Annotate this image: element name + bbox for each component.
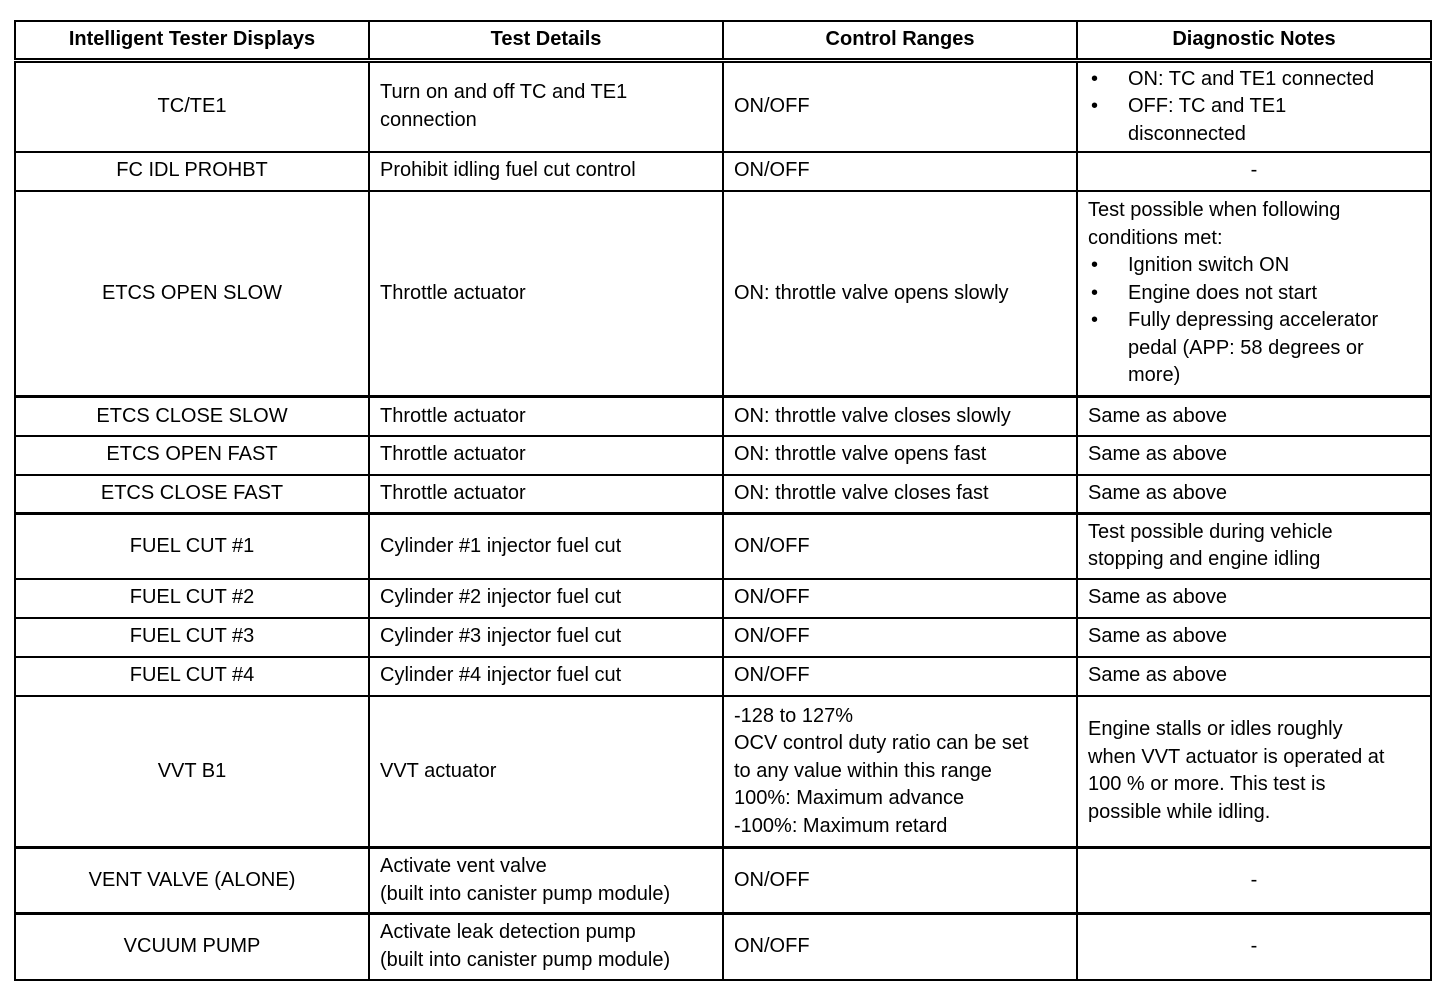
control-range-line: ON/OFF — [734, 534, 810, 557]
cell-diagnostic-notes — [1077, 436, 1431, 475]
cell-control-range — [723, 848, 1077, 914]
cell-test-details — [369, 696, 723, 848]
table-row — [15, 848, 1431, 914]
test-details-line: Cylinder #4 injector fuel cut — [380, 664, 622, 687]
diagnostic-note-line: Same as above — [1088, 625, 1227, 648]
cell-diagnostic-notes — [1077, 397, 1431, 436]
header-control-ranges: Control Ranges — [723, 21, 1077, 61]
cell-tester-display: VCUUM PUMP — [15, 914, 369, 980]
cell-diagnostic-notes — [1077, 191, 1431, 397]
cell-diagnostic-notes — [1077, 475, 1431, 514]
test-details-line: Cylinder #1 injector fuel cut — [380, 534, 622, 557]
table-row — [15, 914, 1431, 980]
cell-test-details — [369, 848, 723, 914]
diagnostic-note-line: Test possible when following — [1088, 199, 1341, 221]
test-details-line: Cylinder #2 injector fuel cut — [380, 586, 622, 609]
cell-test-details — [369, 579, 723, 618]
header-test-details: Test Details — [369, 21, 723, 61]
cell-control-range — [723, 657, 1077, 696]
header-row — [15, 21, 1431, 61]
cell-diagnostic-notes: - — [1077, 914, 1431, 980]
cell-control-range — [723, 579, 1077, 618]
control-range-line: -100%: Maximum retard — [734, 814, 948, 837]
diagnostic-note-line: Same as above — [1088, 404, 1227, 427]
cell-tester-display: FUEL CUT #4 — [15, 657, 369, 696]
table-row — [15, 397, 1431, 436]
control-range-line: ON: throttle valve opens fast — [734, 443, 987, 466]
control-range-line: ON/OFF — [734, 935, 810, 957]
table-row — [15, 475, 1431, 514]
control-range-line: OCV control duty ratio can be set — [734, 732, 1029, 754]
test-details-line: (built into canister pump module) — [380, 882, 671, 905]
test-details-line: Cylinder #3 injector fuel cut — [380, 625, 622, 648]
diagnostic-note-bullet-line: • ON: TC and TE1 connected — [1128, 67, 1375, 90]
control-range-line: ON/OFF — [734, 586, 810, 609]
diagnostic-note-line: possible while idling. — [1088, 800, 1271, 823]
test-details-line: Activate leak detection pump — [380, 921, 636, 944]
cell-control-range — [723, 191, 1077, 397]
diagnostic-note-bullet — [1088, 307, 1420, 390]
diagnostic-note-line: stopping and engine idling — [1088, 548, 1321, 571]
diagnostic-note-line: when VVT actuator is operated at — [1088, 745, 1385, 768]
table-row — [15, 191, 1431, 397]
cell-tester-display: ETCS CLOSE FAST — [15, 475, 369, 514]
table-row — [15, 657, 1431, 696]
cell-diagnostic-notes — [1077, 696, 1431, 848]
table-row — [15, 579, 1431, 618]
diagnostic-note-bullet-line: pedal (APP: 58 degrees or — [1128, 336, 1364, 359]
cell-tester-display: ETCS OPEN FAST — [15, 436, 369, 475]
diagnostic-note-bullet-line: • OFF: TC and TE1 — [1128, 95, 1287, 117]
cell-control-range — [723, 514, 1077, 579]
test-details-line: Prohibit idling fuel cut control — [380, 159, 636, 182]
control-range-line: ON: throttle valve closes fast — [734, 482, 989, 504]
diagnostic-note-line: Same as above — [1088, 482, 1227, 504]
cell-diagnostic-notes: - — [1077, 152, 1431, 191]
control-range-line: ON/OFF — [734, 868, 810, 891]
cell-diagnostic-notes — [1077, 579, 1431, 618]
table-header — [15, 21, 1431, 61]
table-body — [15, 61, 1431, 980]
control-range-line: -128 to 127% — [734, 704, 853, 727]
diagnostic-note-list — [1088, 66, 1420, 149]
cell-tester-display: FC IDL PROHBT — [15, 152, 369, 191]
table-row — [15, 696, 1431, 848]
control-range-line: ON/OFF — [734, 95, 810, 117]
cell-test-details — [369, 618, 723, 657]
cell-control-range — [723, 436, 1077, 475]
diagnostic-note-bullet-line: disconnected — [1128, 122, 1246, 145]
cell-tester-display: FUEL CUT #3 — [15, 618, 369, 657]
test-details-line: Activate vent valve — [380, 855, 547, 877]
cell-control-range — [723, 618, 1077, 657]
cell-tester-display: ETCS CLOSE SLOW — [15, 397, 369, 436]
table-row — [15, 436, 1431, 475]
table-row — [15, 61, 1431, 152]
table-row — [15, 152, 1431, 191]
diagnostic-note-bullet-line: • Engine does not start — [1128, 281, 1318, 304]
control-range-line: 100%: Maximum advance — [734, 787, 965, 809]
cell-test-details — [369, 514, 723, 579]
diagnostic-note-bullet-line: more) — [1128, 364, 1181, 386]
control-range-line: ON: throttle valve opens slowly — [734, 281, 1009, 304]
diagnostic-note-list — [1088, 252, 1420, 390]
cell-control-range — [723, 152, 1077, 191]
diagnostic-note-bullet — [1088, 252, 1420, 280]
test-details-line: Throttle actuator — [380, 281, 526, 304]
active-test-table — [14, 20, 1432, 981]
test-details-line: Throttle actuator — [380, 443, 526, 466]
cell-control-range — [723, 914, 1077, 980]
cell-tester-display: FUEL CUT #1 — [15, 514, 369, 579]
cell-tester-display: TC/TE1 — [15, 61, 369, 152]
cell-test-details — [369, 61, 723, 152]
test-details-line: (built into canister pump module) — [380, 948, 671, 971]
cell-control-range — [723, 696, 1077, 848]
diagnostic-note-bullet — [1088, 280, 1420, 308]
diagnostic-note-line: Same as above — [1088, 443, 1227, 466]
cell-diagnostic-notes — [1077, 657, 1431, 696]
diagnostic-note-bullet — [1088, 93, 1420, 148]
diagnostic-note-line: 100 % or more. This test is — [1088, 773, 1326, 796]
control-range-line: ON/OFF — [734, 625, 810, 648]
control-range-line: to any value within this range — [734, 759, 992, 782]
diagnostic-note-bullet-line: • Ignition switch ON — [1128, 254, 1290, 276]
diagnostic-note-line: conditions met: — [1088, 226, 1223, 249]
cell-tester-display: FUEL CUT #2 — [15, 579, 369, 618]
control-range-line: ON/OFF — [734, 664, 810, 687]
header-diagnostic-notes: Diagnostic Notes — [1077, 21, 1431, 61]
control-range-line: ON: throttle valve closes slowly — [734, 404, 1011, 427]
diagnostic-note-bullet — [1088, 66, 1420, 94]
cell-test-details — [369, 657, 723, 696]
test-details-line: Turn on and off TC and TE1 — [380, 81, 628, 104]
cell-control-range — [723, 475, 1077, 514]
header-tester-displays: Intelligent Tester Displays — [15, 21, 369, 61]
cell-test-details — [369, 191, 723, 397]
test-details-line: Throttle actuator — [380, 482, 526, 504]
cell-diagnostic-notes — [1077, 61, 1431, 152]
cell-test-details — [369, 436, 723, 475]
diagnostic-note-line: Engine stalls or idles roughly — [1088, 718, 1343, 741]
cell-diagnostic-notes — [1077, 514, 1431, 579]
cell-diagnostic-notes — [1077, 618, 1431, 657]
control-range-line: ON/OFF — [734, 159, 810, 182]
test-details-line: Throttle actuator — [380, 404, 526, 427]
cell-test-details — [369, 152, 723, 191]
cell-control-range — [723, 397, 1077, 436]
diagnostic-note-line: Same as above — [1088, 664, 1227, 687]
table-row — [15, 514, 1431, 579]
diagnostic-note-bullet-line: • Fully depressing accelerator — [1128, 309, 1379, 331]
table-row — [15, 618, 1431, 657]
cell-tester-display: ETCS OPEN SLOW — [15, 191, 369, 397]
cell-diagnostic-notes: - — [1077, 848, 1431, 914]
cell-test-details — [369, 475, 723, 514]
diagnostic-note-line: Same as above — [1088, 586, 1227, 609]
test-details-line: connection — [380, 108, 477, 131]
test-details-line: VVT actuator — [380, 759, 497, 782]
cell-tester-display: VVT B1 — [15, 696, 369, 848]
cell-tester-display: VENT VALVE (ALONE) — [15, 848, 369, 914]
cell-control-range — [723, 61, 1077, 152]
cell-test-details — [369, 397, 723, 436]
diagnostic-note-line: Test possible during vehicle — [1088, 520, 1333, 543]
cell-test-details — [369, 914, 723, 980]
